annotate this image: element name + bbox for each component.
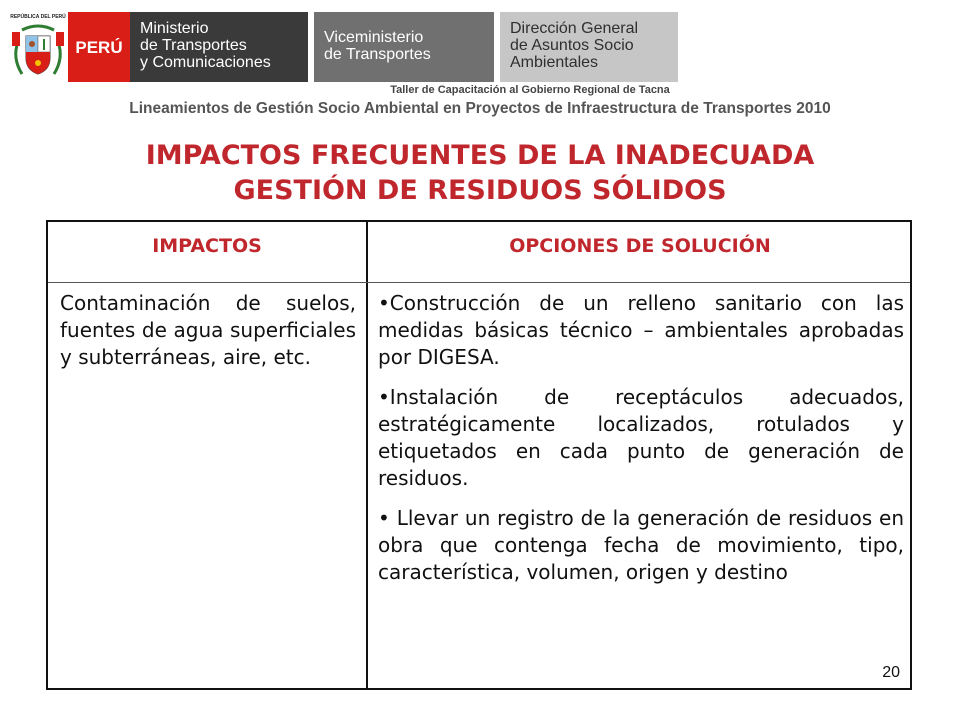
ministry-line-3: y Comunicaciones bbox=[140, 54, 271, 71]
direction-line-3: Ambientales bbox=[510, 54, 599, 71]
header-impacts: IMPACTOS bbox=[152, 235, 262, 257]
ministry-line-2: de Transportes bbox=[140, 37, 247, 54]
peru-logo bbox=[68, 12, 130, 82]
solution-item: •Instalación de receptáculos adecuados, estratégicamente localizados, rotulados y etiquetados en cada punto de generación de residuos. bbox=[378, 385, 904, 490]
solution-item: •Construcción de un relleno sanitario con las medidas básicas técnico – ambientales aprobadas por DIGESA. bbox=[378, 291, 904, 369]
slide-title-line-1: IMPACTOS FRECUENTES DE LA INADECUADA bbox=[145, 140, 815, 171]
header-solutions: OPCIONES DE SOLUCIÓN bbox=[509, 235, 771, 257]
coat-caption: REPÚBLICA DEL PERÚ bbox=[10, 14, 66, 20]
slide-title bbox=[0, 138, 960, 208]
direction-logo bbox=[500, 12, 678, 82]
direction-line-2: de Asuntos Socio bbox=[510, 37, 634, 54]
slide-title-line-2: GESTIÓN DE RESIDUOS SÓLIDOS bbox=[233, 175, 727, 206]
impact-cell: Contaminación de suelos, fuentes de agua superficiales y subterráneas, aire, etc. bbox=[60, 291, 356, 369]
page-number: 20 bbox=[882, 664, 900, 681]
solutions-cell bbox=[378, 290, 904, 599]
header-banner bbox=[0, 0, 960, 90]
header-divider bbox=[48, 282, 910, 283]
direction-line-1: Dirección General bbox=[510, 20, 639, 37]
ministry-line-1: Ministerio bbox=[140, 20, 209, 37]
viceministry-logo bbox=[314, 12, 494, 82]
coat-of-arms-icon bbox=[8, 12, 68, 82]
workshop-caption: Taller de Capacitación al Gobierno Regional de Tacna bbox=[390, 84, 670, 96]
impacts-table bbox=[46, 220, 912, 690]
peru-label: PERÚ bbox=[75, 38, 123, 57]
viceministry-line-1: Viceministerio bbox=[324, 29, 424, 46]
viceministry-line-2: de Transportes bbox=[324, 46, 431, 63]
ministry-logo bbox=[130, 12, 308, 82]
solution-item: • Llevar un registro de la generación de residuos en obra que contenga fecha de movimiento, tipo, característica, volumen, origen y destino bbox=[378, 506, 904, 584]
column-divider bbox=[366, 222, 368, 688]
guidelines-subtitle: Lineamientos de Gestión Socio Ambiental en Proyectos de Infraestructura de Transportes 2010 bbox=[129, 100, 831, 117]
